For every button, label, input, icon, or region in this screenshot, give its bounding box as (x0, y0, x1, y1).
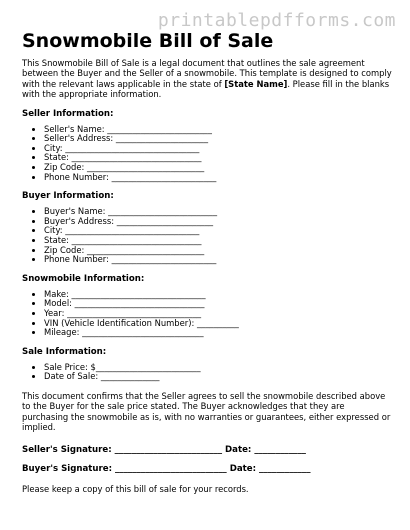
sale-fields-list (22, 363, 392, 382)
sale-section-heading: Sale Information: (22, 346, 107, 357)
intro-text-before: This Snowmobile Bill of Sale is a legal document that outlines the sale agreement between the Buyer and the Seller of a snowmobile. This template is designed to comply with the relevant laws applicable in the state of (22, 58, 392, 89)
buyer-zip-field: • Zip Code: ____________________________ (44, 246, 392, 256)
seller-phone-field: • Phone Number: _________________________ (44, 173, 392, 183)
buyer-section-heading: Buyer Information: (22, 191, 114, 202)
buyer-address-field: • Buyer's Address: _______________________ (44, 217, 392, 227)
vin-field: • VIN (Vehicle Identification Number): __________ (44, 319, 392, 329)
document-page (22, 30, 392, 494)
document-title: Snowmobile Bill of Sale (22, 30, 274, 52)
sale-date-field: • Date of Sale: ______________ (44, 372, 392, 382)
seller-signature-line: Seller's Signature: _________________________ Date: ____________ (22, 444, 306, 455)
year-field: • Year: ________________________________ (44, 309, 392, 319)
seller-state-field: • State: _______________________________ (44, 153, 392, 163)
snowmobile-section-heading: Snowmobile Information: (22, 273, 145, 284)
confirmation-paragraph: This document confirms that the Seller agrees to sell the snowmobile described above to the Buyer for the sale price stated. The Buyer acknowledges that they are purchasing the snowmobile as is, with no warranties or guarantees, either expressed or implied. (22, 390, 391, 433)
seller-name-field: • Seller's Name: _________________________ (44, 125, 392, 135)
footer-note: Please keep a copy of this bill of sale for your records. (22, 483, 249, 494)
model-field: • Model: _______________________________ (44, 299, 392, 309)
buyer-city-field: • City: ________________________________ (44, 226, 392, 236)
watermark: printablepdfforms.com (157, 10, 396, 31)
state-name-placeholder: [State Name] (224, 78, 288, 89)
sale-price-field: • Sale Price: $_________________________ (44, 363, 392, 373)
seller-zip-field: • Zip Code: ____________________________ (44, 163, 392, 173)
seller-address-field: • Seller's Address: ______________________ (44, 134, 392, 144)
buyer-name-field: • Buyer's Name: __________________________ (44, 207, 392, 217)
seller-city-field: • City: ________________________________ (44, 144, 392, 154)
seller-section-heading: Seller Information: (22, 108, 114, 119)
seller-fields-list (22, 125, 392, 183)
intro-text-after: . Please fill in the blanks with the appropriate information. (22, 78, 390, 100)
make-field: • Make: ________________________________ (44, 290, 392, 300)
mileage-field: • Mileage: _____________________________ (44, 328, 392, 338)
buyer-phone-field: • Phone Number: _________________________ (44, 255, 392, 265)
buyer-signature-line: Buyer's Signature: __________________________ Date: ____________ (22, 463, 311, 474)
intro-paragraph (22, 58, 392, 100)
snowmobile-fields-list (22, 290, 392, 338)
buyer-state-field: • State: _______________________________ (44, 236, 392, 246)
buyer-fields-list (22, 207, 392, 265)
